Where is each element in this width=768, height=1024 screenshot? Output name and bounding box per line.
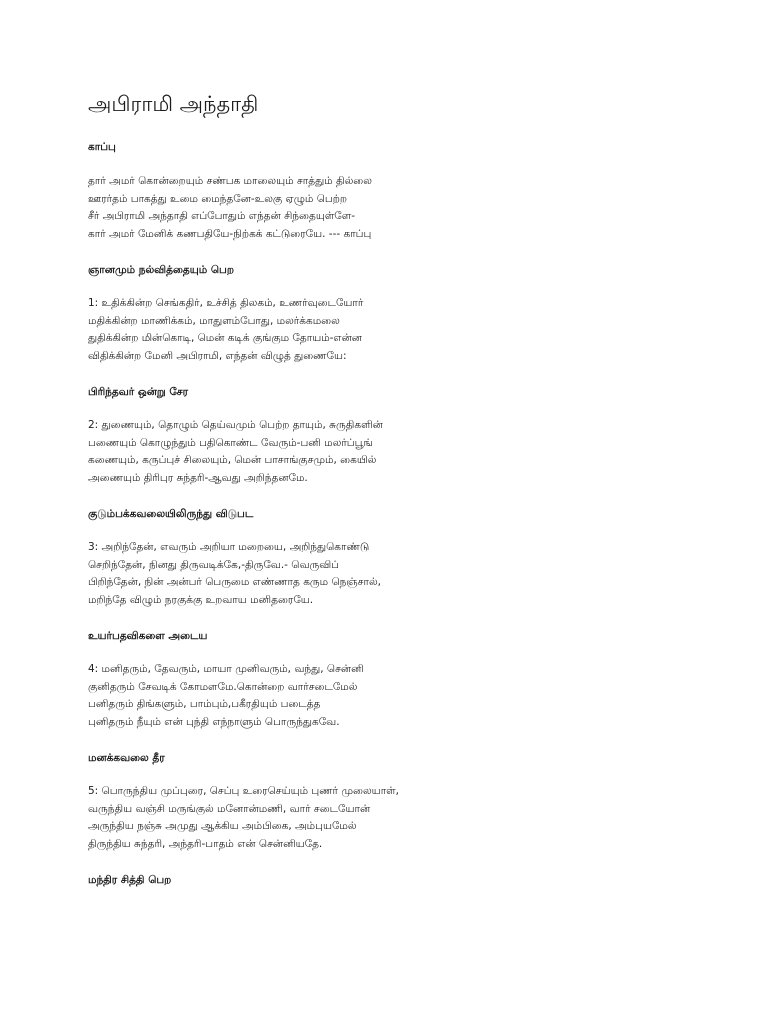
section-heading-kaappu: காப்பு [88, 141, 116, 153]
verse-line: மறிந்தே விழும் நரகுக்கு உறவாய மனிதரையே. [88, 593, 314, 606]
verse-line: மதிக்கின்ற மாணிக்கம், மாதுளம்போது, மலர்க்கமலை [88, 314, 340, 327]
section-heading-5: மனக்கவலை தீர [88, 752, 165, 764]
verse-line: திருந்திய சுந்தரி, அந்தரி-பாதம் என் சென்னியதே. [88, 837, 323, 850]
verse-line: பிறிந்தேன், நின் அன்பர் பெருமை எண்ணாத கரும நெஞ்சால், [88, 576, 381, 588]
verse-line: 1: உதிக்கின்ற செங்கதிர், உச்சித் திலகம், உணர்வுடையோர் [88, 297, 364, 309]
verse-line: செறிந்தேன், நினது திருவடிக்கே,-திருவே.- வெருவிப் [88, 558, 339, 571]
verse-line: துதிக்கின்ற மின்கொடி, மென் கடிக் குங்கும தோயம்-என்ன [88, 332, 362, 344]
verse-4 [88, 661, 364, 731]
verse-kaappu [88, 173, 372, 243]
section-heading-1: ஞானமும் நல்வித்தையும் பெற [88, 264, 234, 276]
section-heading-3: குடும்பக்கவலையிலிருந்து விடுபட [88, 508, 254, 520]
verse-3 [88, 539, 381, 609]
verse-line: விதிக்கின்ற மேனி அபிராமி, எந்தன் விழுத் துணையே: [88, 349, 347, 362]
verse-line: 3: அறிந்தேன், எவரும் அறியா மறையை, அறிந்துகொண்டு [88, 541, 370, 553]
verse-line: பனிதரும் திங்களும், பாம்பும்,பகீரதியும் படைத்த [88, 698, 321, 710]
verse-line: குனிதரும் சேவடிக் கோமளமே.கொன்றை வார்சடைமேல் [88, 680, 358, 693]
document-title: அபிராமி அந்தாதி [88, 92, 259, 116]
verse-line: 2: துணையும், தொழும் தெய்வமும் பெற்ற தாயும், சுருதிகளின் [88, 419, 383, 431]
verse-line: 5: பொருந்திய முப்புரை, செப்பு உரைசெய்யும் புணர் முலையாள், [88, 785, 399, 797]
verse-line: அணையும் திரிபுர சுந்தரி-ஆவது அறிந்தனமே. [88, 471, 308, 484]
verse-line: அருந்திய நஞ்சு அமுது ஆக்கிய அம்பிகை, அம்புயமேல் [88, 820, 357, 832]
verse-line: கார் அமர் மேனிக் கணபதியே-நிற்கக் கட்டுரையே. --- காப்பு [88, 227, 372, 240]
verse-2 [88, 417, 383, 487]
section-heading-6: மந்திர சித்தி பெற [88, 874, 172, 886]
verse-line: தார் அமர் கொன்றையும் சண்பக மாலையும் சாத்தும் தில்லை [88, 175, 372, 187]
verse-5 [88, 783, 399, 853]
verse-line: பணையும் கொழுந்தும் பதிகொண்ட வேரும்-பனி மலர்ப்பூங் [88, 436, 373, 449]
verse-line: வருந்திய வஞ்சி மருங்குல் மனோன்மணி, வார் சடையோன் [88, 802, 371, 815]
verse-line: ஊரர்தம் பாகத்து உமை மைந்தனே-உலகு ஏழும் பெற்ற [88, 192, 347, 205]
section-heading-4: உயர்பதவிகளை அடைய [88, 630, 208, 642]
verse-1 [88, 295, 363, 365]
verse-line: கணையும், கருப்புச் சிலையும், மென் பாசாங்குசமும், கையில் [88, 454, 377, 466]
section-heading-2: பிரிந்தவர் ஒன்று சேர [88, 386, 189, 398]
verse-line: 4: மனிதரும், தேவரும், மாயா முனிவரும், வந்து, சென்னி [88, 663, 364, 675]
verse-line: சீர் அபிராமி அந்தாதி எப்போதும் எந்தன் சிந்தையுள்ளே- [88, 210, 356, 222]
verse-line: புனிதரும் நீயும் என் புந்தி எந்நாளும் பொருந்துகவே. [88, 715, 340, 728]
